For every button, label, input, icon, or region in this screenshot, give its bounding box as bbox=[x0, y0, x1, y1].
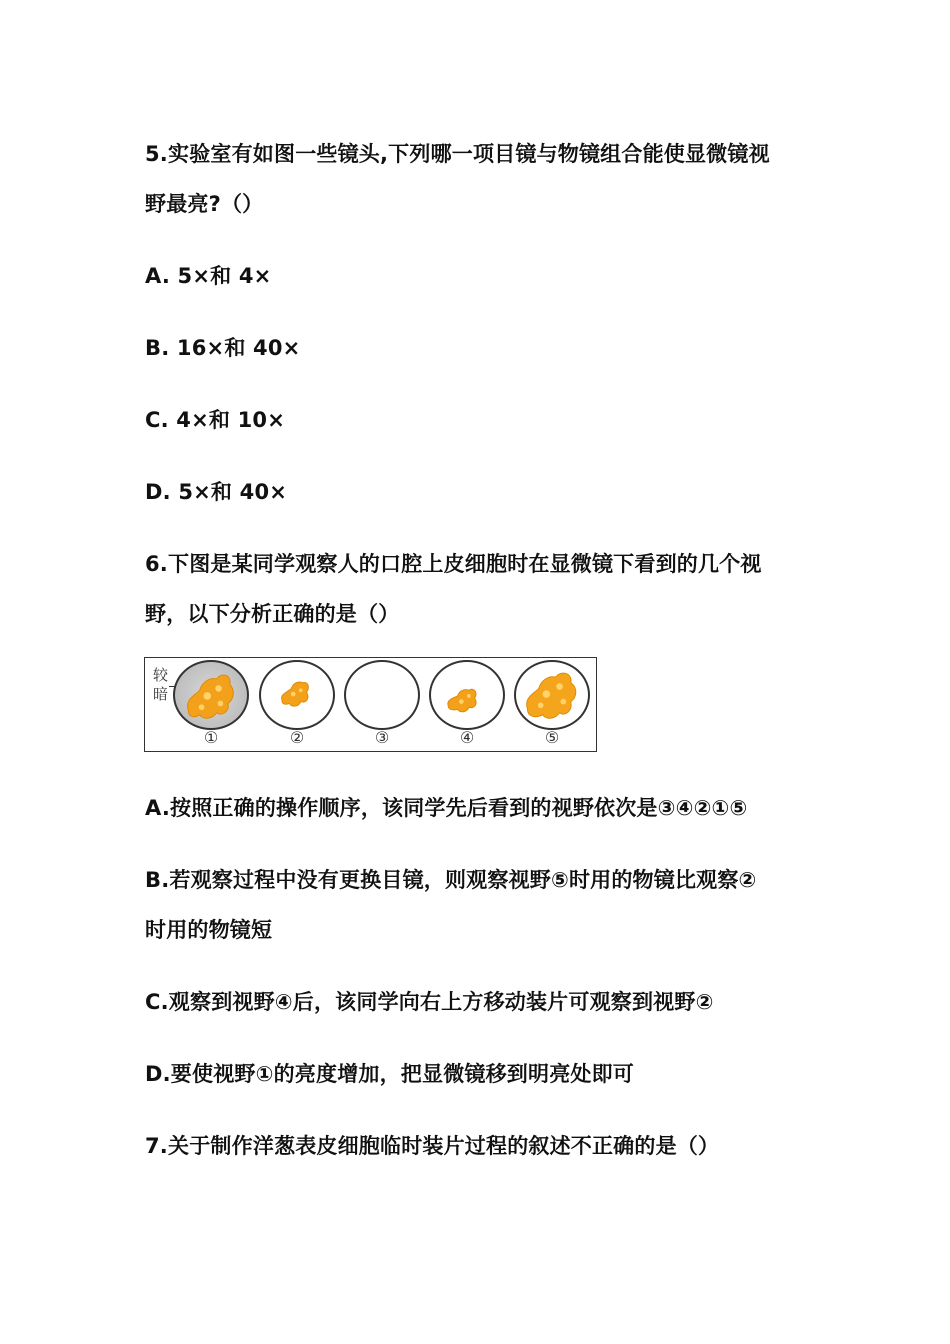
field-number-2: ② bbox=[289, 728, 305, 747]
q6-option-a: A.按照正确的操作顺序，该同学先后看到的视野依次是③④②①⑤ bbox=[145, 796, 748, 820]
q5-option-b: B. 16×和 40× bbox=[145, 336, 301, 360]
q5-option-d: D. 5×和 40× bbox=[145, 480, 288, 504]
field-5-circle bbox=[514, 660, 590, 730]
field-number-3: ③ bbox=[374, 728, 390, 747]
q6-option-b-line1: B.若观察过程中没有更换目镜，则观察视野⑤时用的物镜比观察② bbox=[145, 868, 757, 892]
q6-stem-line2: 野，以下分析正确的是（） bbox=[145, 602, 400, 626]
q5-option-c: C. 4×和 10× bbox=[145, 408, 286, 432]
q5-option-a: A. 5×和 4× bbox=[145, 264, 272, 288]
q7-stem-line1: 7.关于制作洋葱表皮细胞临时装片过程的叙述不正确的是（） bbox=[145, 1134, 720, 1158]
field-number-5: ⑤ bbox=[544, 728, 560, 747]
field-4-circle bbox=[429, 660, 505, 730]
field-2-circle bbox=[259, 660, 335, 730]
cell-cluster-small-icon bbox=[261, 662, 333, 728]
field-3-circle bbox=[344, 660, 420, 730]
microscope-fields-figure bbox=[144, 657, 597, 752]
q5-stem-line1: 5.实验室有如图一些镜头,下列哪一项目镜与物镜组合能使显微镜视 bbox=[145, 142, 770, 166]
q5-stem-line2: 野最亮?（） bbox=[145, 192, 264, 216]
cell-cluster-offset-icon bbox=[431, 662, 503, 728]
cell-cluster-large-icon bbox=[175, 662, 247, 728]
q6-option-c: C.观察到视野④后，该同学向右上方移动装片可观察到视野② bbox=[145, 990, 714, 1014]
darker-label: 较暗 bbox=[153, 666, 169, 703]
q6-option-b-line2: 时用的物镜短 bbox=[145, 918, 273, 942]
q6-option-d: D.要使视野①的亮度增加，把显微镜移到明亮处即可 bbox=[145, 1062, 634, 1086]
field-number-4: ④ bbox=[459, 728, 475, 747]
field-number-1: ① bbox=[203, 728, 219, 747]
cell-cluster-large-bright-icon bbox=[516, 662, 588, 728]
field-1-circle bbox=[173, 660, 249, 730]
q6-stem-line1: 6.下图是某同学观察人的口腔上皮细胞时在显微镜下看到的几个视 bbox=[145, 552, 762, 576]
